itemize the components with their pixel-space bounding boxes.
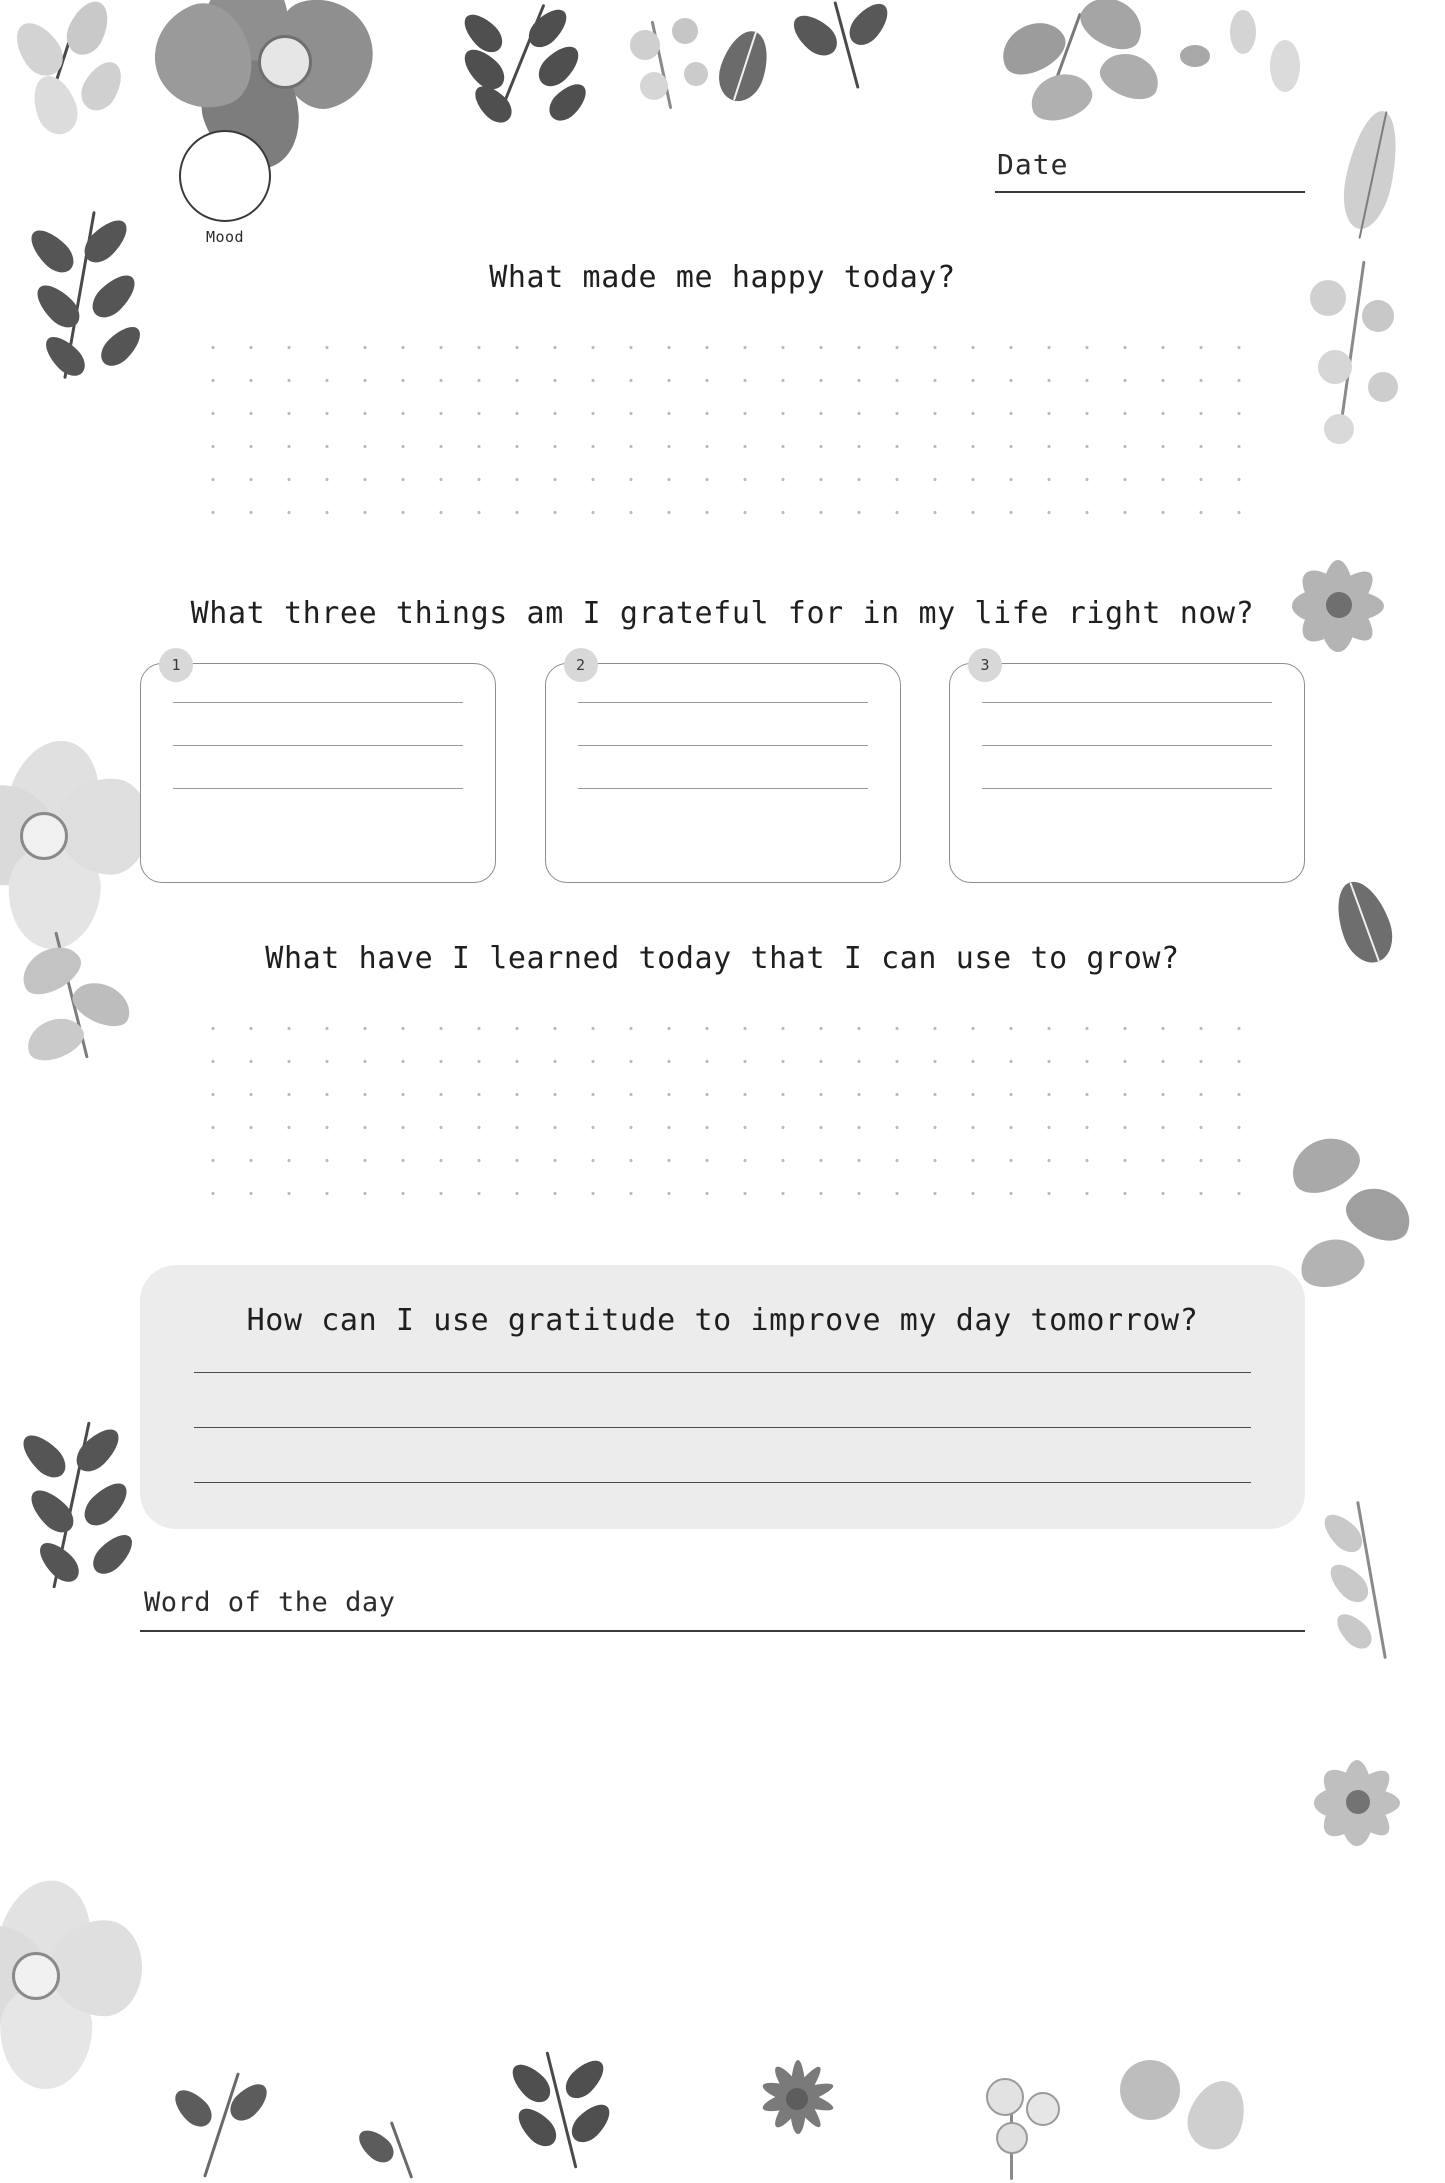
happy-question-title: What made me happy today? [489,260,956,295]
card-write-line[interactable] [982,745,1272,746]
card-number-badge: 2 [564,648,598,682]
card-write-line[interactable] [578,788,868,789]
card-write-line[interactable] [173,702,463,703]
card-write-line[interactable] [578,702,868,703]
grateful-card[interactable] [949,656,1305,883]
mood-circle[interactable] [179,130,271,222]
word-of-the-day-input-line[interactable] [140,1630,1305,1632]
card-write-line[interactable] [173,745,463,746]
grateful-question-title: What three things am I grateful for in my life right now? [190,596,1255,631]
grateful-card[interactable] [140,656,496,883]
tomorrow-panel [140,1265,1305,1529]
grateful-cards [140,656,1305,883]
word-of-the-day-label: Word of the day [144,1587,396,1618]
card-write-line[interactable] [578,745,868,746]
word-of-the-day-field[interactable] [140,1587,1305,1632]
tomorrow-write-line[interactable] [194,1427,1251,1428]
journal-content [140,130,1305,2060]
header-row [140,130,1305,260]
learned-question-title: What have I learned today that I can use to grow? [265,941,1180,976]
tomorrow-question-title: How can I use gratitude to improve my day tomorrow? [246,1303,1199,1338]
happy-answer-area[interactable] [188,323,1258,538]
card-write-line[interactable] [982,788,1272,789]
date-label: Date [997,148,1069,181]
card-write-line[interactable] [173,788,463,789]
learned-answer-area[interactable] [188,1004,1258,1219]
date-field[interactable] [995,148,1305,193]
card-write-line[interactable] [982,702,1272,703]
tomorrow-write-line[interactable] [194,1372,1251,1373]
mood-field[interactable] [170,130,280,246]
card-number-badge: 3 [968,648,1002,682]
card-number-badge: 1 [159,648,193,682]
mood-label: Mood [205,228,245,246]
grateful-card[interactable] [545,656,901,883]
tomorrow-write-line[interactable] [194,1482,1251,1483]
date-input-line[interactable] [995,191,1305,193]
